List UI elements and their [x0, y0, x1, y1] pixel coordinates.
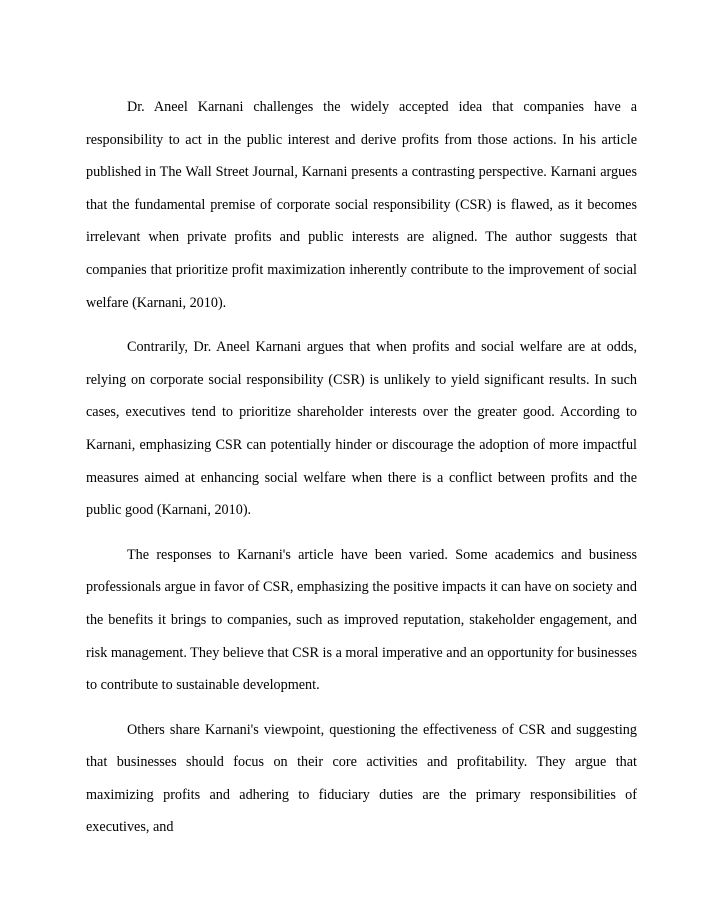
paragraph-3: The responses to Karnani's article have been varied. Some academics and business professionals argue in favor of CSR, emphasizing the positive impacts it can have on society and the benefits it brings to companies, such as improved reputation, stakeholder engagement, and risk management. They believe that CSR is a moral imperative and an opportunity for businesses to contribute to sustainable development.	[86, 546, 637, 694]
paragraph-1: Dr. Aneel Karnani challenges the widely accepted idea that companies have a responsibility to act in the public interest and derive profits from those actions. In his article published in The Wall Street Journal, Karnani presents a contrasting perspective. Karnani argues that the fundamental premise of corporate social responsibility (CSR) is flawed, as it becomes irrelevant when private profits and public interests are aligned. The author suggests that companies that prioritize profit maximization inherently contribute to the improvement of social welfare (Karnani, 2010).	[86, 99, 637, 311]
document-body	[86, 91, 637, 844]
paragraph-gap	[86, 702, 637, 714]
paragraph-2: Contrarily, Dr. Aneel Karnani argues that when profits and social welfare are at odds, relying on corporate social responsibility (CSR) is unlikely to yield significant results. In such cases, executives tend to prioritize shareholder interests over the greater good. According to Karnani, emphasizing CSR can potentially hinder or discourage the adoption of more impactful measures aimed at enhancing social welfare when there is a conflict between profits and the public good (Karnani, 2010).	[86, 339, 637, 519]
paragraph-gap	[86, 527, 637, 539]
paragraph-4: Others share Karnani's viewpoint, questioning the effectiveness of CSR and suggesting that businesses should focus on their core activities and profitability. They argue that maximizing profits and adhering to fiduciary duties are the primary responsibilities of executives, and	[86, 721, 637, 836]
paragraph-gap	[86, 319, 637, 331]
